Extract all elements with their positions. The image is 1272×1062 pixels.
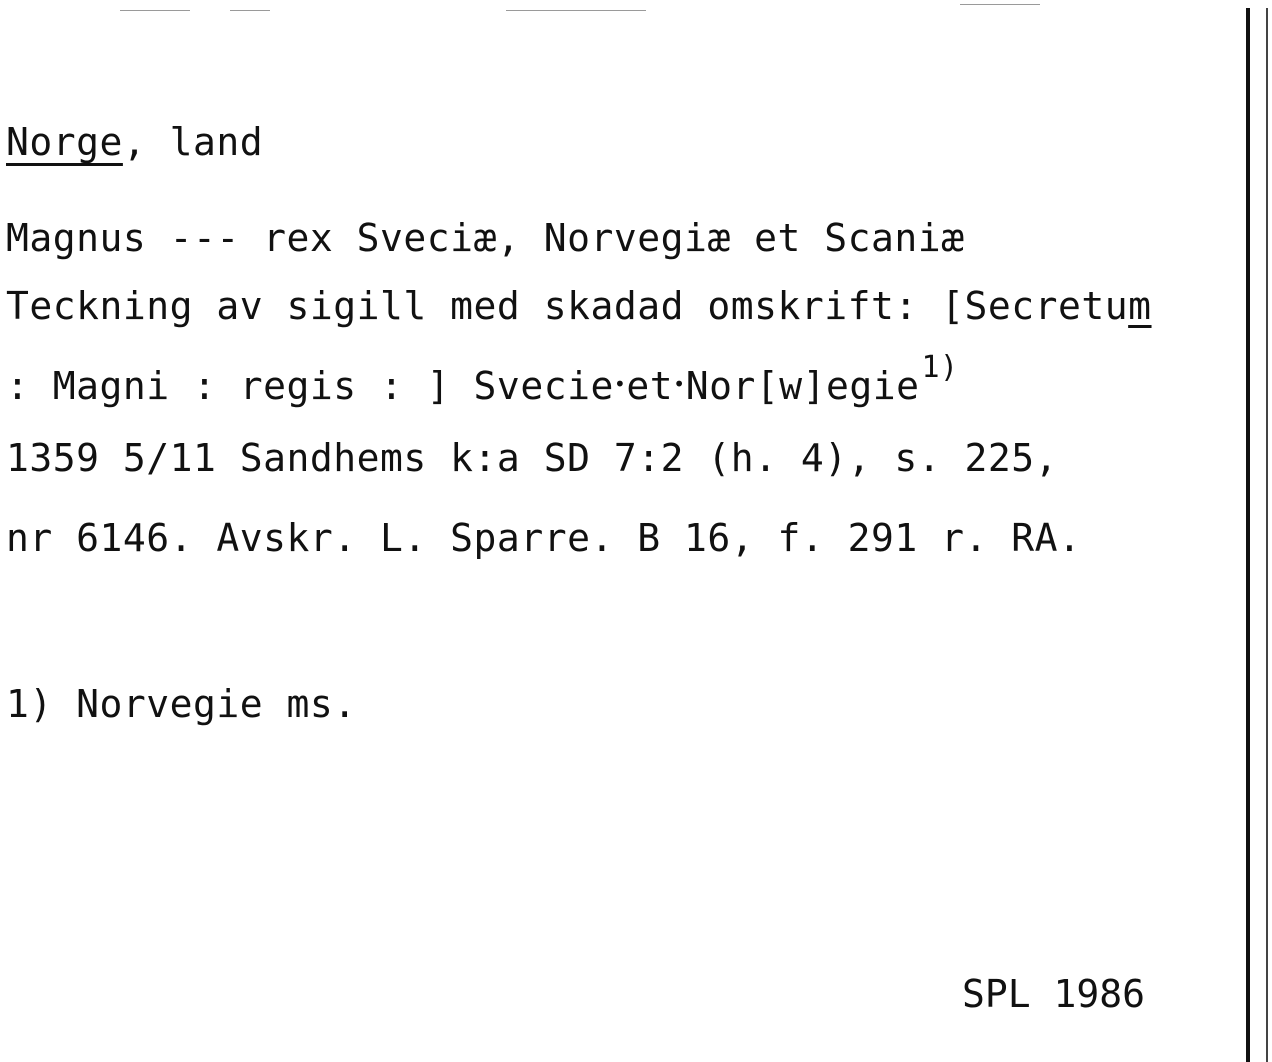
entry-line-3: 1359 5/11 Sandhems k:a SD 7:2 (h. 4), s. 225, [6,436,1059,480]
entry-line-2-part-c: Nor[w]egie [685,364,920,408]
scan-artifact [230,10,270,11]
entry-line-1-text: Teckning av sigill med skadad omskrift: [Secretu [6,284,1129,328]
entry-line-1-underlined: m [1128,284,1152,328]
heading-rest: , land [122,120,264,164]
entry-line-2 [6,350,959,414]
card-right-border [1246,8,1250,1062]
entry-line-2-part-a: : Magni : regis : ] Svecie [6,364,614,408]
separator-dot: • [673,372,686,396]
entry-line-1 [6,284,1152,328]
heading-line [6,120,263,164]
heading-term: Norge [6,120,123,164]
scan-artifact [120,10,190,11]
entry-line-2-part-b: et [626,364,674,408]
card-outer-edge [1266,8,1268,1062]
separator-dot: • [613,372,627,396]
scan-artifact [960,4,1040,5]
footnote: 1) Norvegie ms. [6,682,357,726]
footnote-mark: 1) [921,350,959,385]
entry-line-4: nr 6146. Avskr. L. Sparre. B 16, f. 291 r. RA. [6,516,1082,560]
signature: SPL 1986 [962,972,1146,1016]
entry-title: Magnus --- rex Sveciæ, Norvegiæ et Scaniæ [6,216,965,260]
scan-artifact [506,10,646,11]
